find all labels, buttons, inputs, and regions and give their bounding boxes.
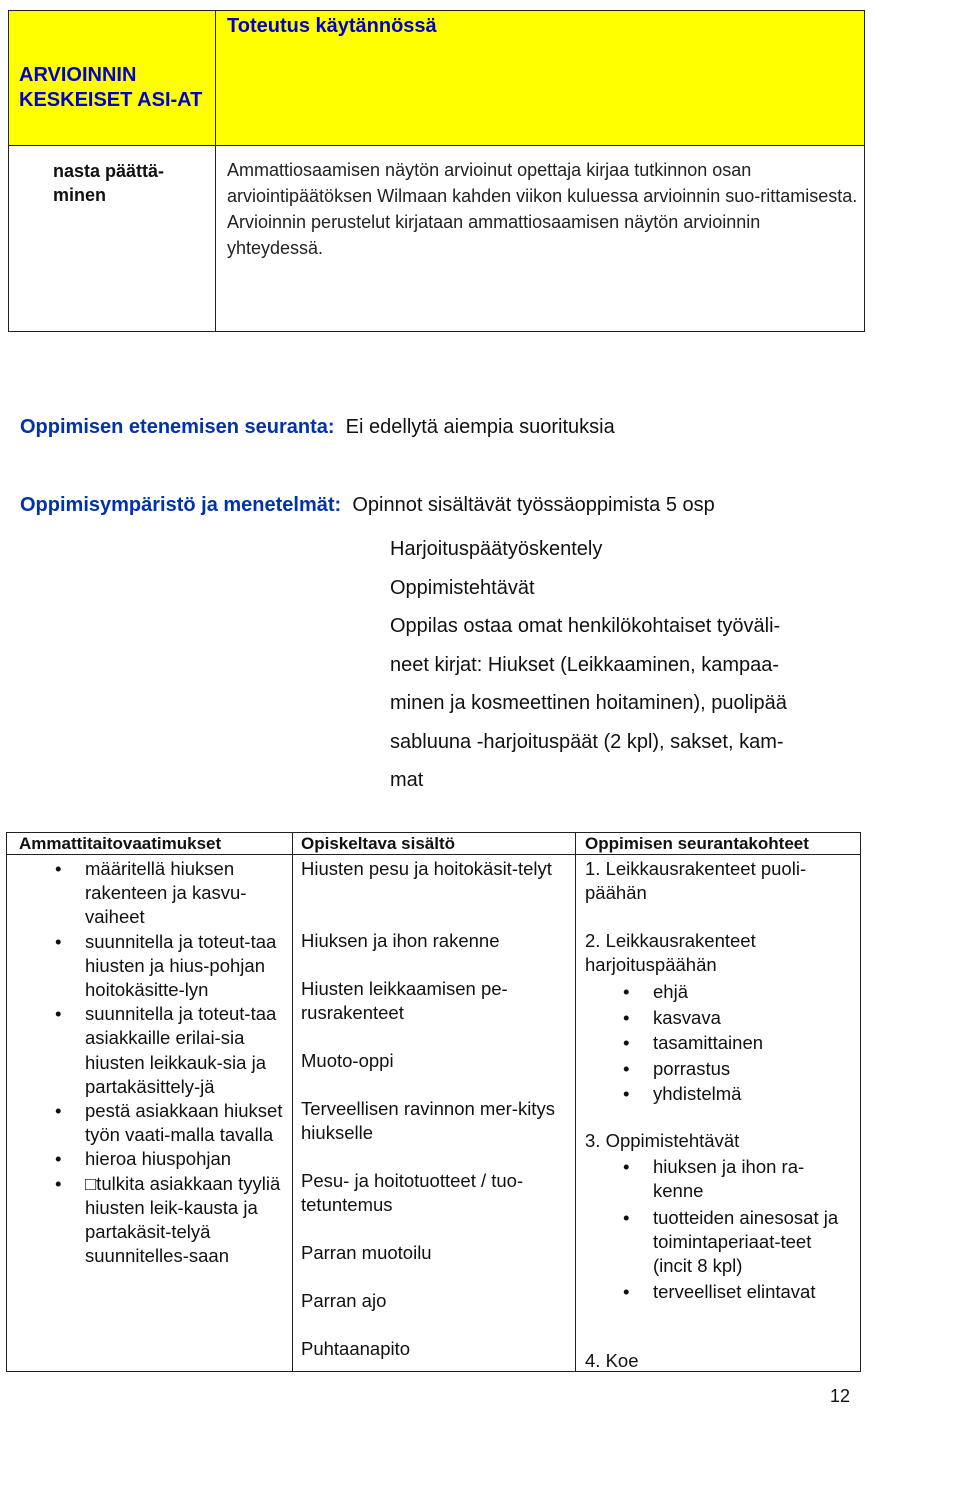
assessment-row-label: nasta päättä-minen bbox=[53, 161, 165, 205]
progress-label: Oppimisen etenemisen seuranta: bbox=[20, 416, 335, 438]
content-item: Puhtaanapito bbox=[301, 1338, 411, 1359]
assessment-text-2: Arvioinnin perustelut kirjataan ammattiosaamisen näytön arvioinnin yhteydessä. bbox=[227, 212, 761, 258]
assessment-table bbox=[8, 10, 865, 332]
progress-value: Ei edellytä aiempia suorituksia bbox=[345, 416, 615, 438]
requirements-list bbox=[19, 857, 287, 1268]
list-item: • ehjä bbox=[585, 979, 853, 1005]
content-item: Pesu- ja hoitotuotteet / tuo-tetuntemus bbox=[301, 1170, 524, 1216]
assessment-right-header: Toteutus käytännössä bbox=[227, 15, 437, 37]
header-requirements: Ammattitaitovaatimukset bbox=[19, 834, 222, 853]
monitoring-group-4: 4. Koe bbox=[585, 1350, 639, 1371]
environment-item: minen ja kosmeettinen hoitaminen), puolipää bbox=[390, 692, 787, 714]
environment-item: neet kirjat: Hiukset (Leikkaaminen, kampaa- bbox=[390, 653, 780, 676]
list-item: • määritellä hiuksen rakenteen ja kasvu-vaiheet bbox=[19, 857, 287, 930]
list-item: • pestä asiakkaan hiukset työn vaati-malla tavalla bbox=[19, 1099, 287, 1147]
environment-list bbox=[390, 530, 852, 800]
header-divider bbox=[7, 854, 860, 855]
environment-item: Oppilas ostaa omat henkilökohtaiset työväli- bbox=[390, 615, 781, 637]
progress-row bbox=[20, 414, 615, 440]
monitoring-group-title: 2. Leikkausrakenteet harjoituspäähän bbox=[585, 930, 756, 976]
list-item: • porrastus bbox=[585, 1056, 853, 1082]
skills-table bbox=[6, 832, 861, 1372]
monitoring-list bbox=[585, 1155, 853, 1304]
page-number: 12 bbox=[830, 1386, 851, 1406]
list-item: • tasamittainen bbox=[585, 1030, 853, 1056]
environment-item: mat bbox=[390, 769, 424, 791]
assessment-row-text bbox=[227, 157, 859, 261]
list-item: • hieroa hiuspohjan bbox=[19, 1147, 287, 1171]
list-item: • hiuksen ja ihon ra-kenne bbox=[585, 1155, 853, 1203]
column-divider bbox=[215, 11, 216, 331]
environment-item: Oppimistehtävät bbox=[390, 576, 535, 599]
environment-item: sabluuna -harjoituspäät (2 kpl), sakset, kam- bbox=[390, 730, 784, 753]
environment-item: Harjoituspäätyöskentely bbox=[390, 538, 603, 560]
header-contents: Opiskeltava sisältö bbox=[301, 834, 456, 853]
content-item: Muoto-oppi bbox=[301, 1050, 394, 1071]
content-item: Terveellisen ravinnon mer-kitys hiukselle bbox=[301, 1098, 555, 1144]
environment-label: Oppimisympäristö ja menetelmät: bbox=[20, 494, 342, 516]
requirements-column bbox=[19, 857, 287, 1268]
list-item: • suunnitella ja toteut-taa hiusten ja hius-pohjan hoitokäsitte-lyn bbox=[19, 930, 287, 1003]
list-item: • tuotteiden ainesosat ja toimintaperiaat-teet (incit 8 kpl) bbox=[585, 1206, 853, 1279]
header-monitoring: Oppimisen seurantakohteet bbox=[585, 834, 809, 853]
list-item: • terveelliset elintavat bbox=[585, 1280, 853, 1304]
content-item: Parran muotoilu bbox=[301, 1242, 432, 1263]
content-item: Hiuksen ja ihon rakenne bbox=[301, 930, 500, 951]
monitoring-group-2 bbox=[585, 929, 853, 1107]
environment-item-first: Opinnot sisältävät työssäoppimista 5 osp bbox=[352, 494, 715, 516]
environment-row bbox=[20, 492, 715, 518]
list-item: • kasvava bbox=[585, 1005, 853, 1031]
content-item: Parran ajo bbox=[301, 1290, 387, 1311]
list-item: • yhdistelmä bbox=[585, 1081, 853, 1107]
list-item: • □tulkita asiakkaan tyyliä hiusten leik-kausta ja partakäsit-telyä suunnitelles-saan bbox=[19, 1172, 287, 1269]
monitoring-group-3 bbox=[585, 1129, 853, 1304]
list-item: • suunnitella ja toteut-taa asiakkaille erilai-sia hiusten leikkauk-sia ja partakäsittely-jä bbox=[19, 1002, 287, 1099]
content-item: Hiusten leikkaamisen pe-rusrakenteet bbox=[301, 978, 508, 1024]
monitoring-group-title: 3. Oppimistehtävät bbox=[585, 1130, 740, 1151]
content-item: Hiusten pesu ja hoitokäsit-telyt bbox=[301, 858, 552, 879]
column-divider bbox=[575, 833, 576, 1371]
monitoring-group-1: 1. Leikkausrakenteet puoli-päähän bbox=[585, 858, 807, 904]
assessment-text-1: Ammattiosaamisen näytön arvioinut opettaja kirjaa tutkinnon osan arviointipäätöksen Wilmaan kahden viikon kuluessa arvioinnin suo-rittamisesta. bbox=[227, 160, 858, 206]
monitoring-list bbox=[585, 979, 853, 1107]
column-divider bbox=[292, 833, 293, 1371]
assessment-left-header: ARVIOINNIN KESKEISET ASI-AT bbox=[19, 64, 203, 111]
